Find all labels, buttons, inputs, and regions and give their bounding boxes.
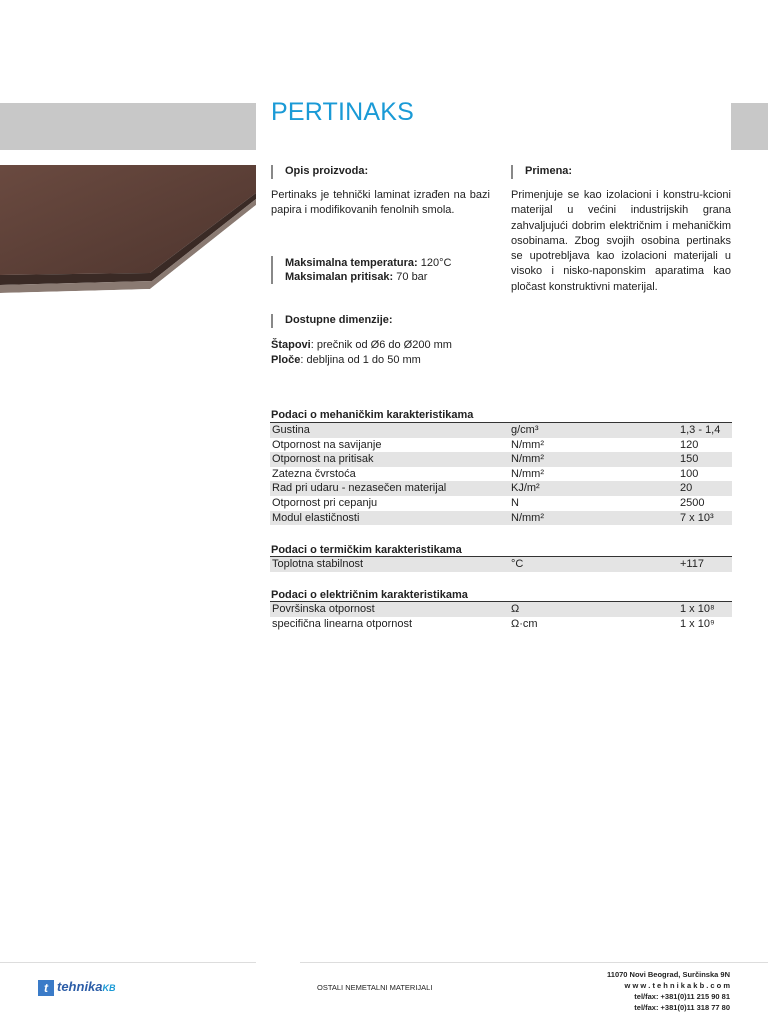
table-row: Zatezna čvrstoća N/mm² 100: [272, 467, 699, 480]
footer-divider: [300, 962, 768, 963]
footer-tel2: tel/fax: +381(0)11 318 77 80: [634, 1003, 730, 1012]
product-photo: [0, 165, 256, 310]
company-logo: [38, 979, 116, 996]
table-row: Gustina g/cm³ 1,3 - 1,4: [270, 423, 732, 438]
ploce-label: Ploče: [271, 354, 301, 366]
stapovi-label: Štapovi: [271, 339, 311, 351]
page-title: PERTINAKS: [271, 98, 415, 126]
ploce-value: : debljina od 1 do 50 mm: [300, 354, 421, 366]
stapovi-value: : prečnik od Ø6 do Ø200 mm: [310, 339, 452, 351]
max-pressure-value: 70 bar: [393, 271, 428, 283]
footer-web: w w w . t e h n i k a k b . c o m: [624, 981, 730, 990]
table-row: Površinska otpornost Ω 1 x 10⁸: [270, 602, 732, 617]
table-row: Rad pri udaru - nezasečen materijal KJ/m² 20: [270, 481, 732, 496]
opis-specs: [271, 256, 451, 284]
logo-text: tehnika: [57, 979, 103, 994]
footer-divider: [0, 962, 256, 963]
max-pressure-label: Maksimalan pritisak:: [285, 271, 394, 283]
logo-t-icon: t: [38, 980, 54, 996]
footer-tel1: tel/fax: +381(0)11 215 90 81: [634, 992, 730, 1001]
table-title-electrical: Podaci o električnim karakteristikama: [271, 589, 468, 601]
dimenzije-heading: Dostupne dimenzije:: [271, 314, 393, 326]
table-row: Toplotna stabilnost °C +117: [270, 557, 732, 572]
primena-heading: Primena:: [511, 165, 572, 177]
max-temp-label: Maksimalna temperatura:: [285, 257, 418, 269]
opis-heading: Opis proizvoda:: [271, 165, 368, 177]
table-mechanical: [270, 422, 732, 525]
header-band-right: [731, 103, 768, 150]
table-row: Modul elastičnosti N/mm² 7 x 10³: [270, 511, 732, 526]
max-temp-value: 120°C: [417, 257, 452, 269]
footer-contact: [607, 969, 730, 1013]
table-thermal: [270, 556, 732, 572]
primena-text: Primenjuje se kao izolacioni i konstru-kcioni materijal u većini industrijskih grana zahvaljujući dobrim električnim i mehaničkim osobinama. Zbog svojih osobina pertinaks se upotrebljava kao izolacioni materijali u visoko i nisko-naponskim aparatima kao pločast konstruktivni materijal.: [511, 189, 731, 293]
table-row: specifična linearna otpornost Ω·cm 1 x 10⁹: [272, 617, 715, 630]
footer-category: OSTALI NEMETALNI MATERIJALI: [317, 983, 433, 992]
opis-text: Pertinaks je tehnički laminat izrađen na bazi papira i modifikovanih fenolnih smola.: [271, 189, 490, 217]
logo-suffix: KB: [102, 983, 116, 993]
footer-address: 11070 Novi Beograd, Surčinska 9N: [607, 970, 730, 979]
header-band-left: [0, 103, 256, 150]
table-row: Otpornost na pritisak N/mm² 150: [270, 452, 732, 467]
table-row: Otpornost na savijanje N/mm² 120: [272, 438, 699, 451]
dimenzije-list: [271, 338, 452, 368]
table-title-thermal: Podaci o termičkim karakteristikama: [271, 544, 462, 556]
table-title-mechanical: Podaci o mehaničkim karakteristikama: [271, 409, 474, 421]
table-row: Otpornost pri cepanju N 2500: [272, 496, 705, 509]
table-electrical: [270, 601, 732, 631]
